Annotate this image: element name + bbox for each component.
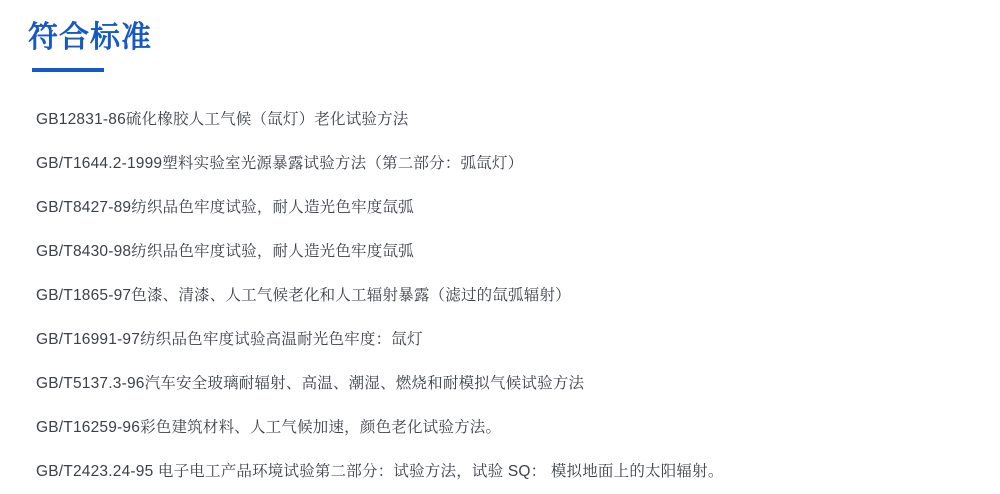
list-item: GB/T16259-96彩色建筑材料、人工气候加速，颜色老化试验方法。 bbox=[36, 419, 502, 436]
page-title: 符合标准 bbox=[28, 21, 152, 54]
title-underline bbox=[32, 68, 104, 72]
list-item: GB/T1865-97色漆、清漆、人工气候老化和人工辐射暴露（滤过的氙弧辐射） bbox=[36, 287, 571, 304]
list-item: GB/T8430-98纺织品色牢度试验，耐人造光色牢度氙弧 bbox=[36, 243, 414, 260]
list-item: GB12831-86硫化橡胶人工气候（氙灯）老化试验方法 bbox=[36, 111, 409, 128]
standards-list bbox=[0, 98, 1000, 494]
list-item: GB/T5137.3-96汽车安全玻璃耐辐射、高温、潮湿、燃烧和耐模拟气候试验方法 bbox=[36, 375, 585, 392]
list-item: GB/T2423.24-95 电子电工产品环境试验第二部分：试验方法，试验 SQ： 模拟地面上的太阳辐射。 bbox=[36, 463, 724, 480]
list-item: GB/T8427-89纺织品色牢度试验，耐人造光色牢度氙弧 bbox=[36, 199, 414, 216]
list-item: GB/T1644.2-1999塑料实验室光源暴露试验方法（第二部分：弧氙灯） bbox=[36, 155, 524, 172]
list-item: GB/T16991-97纺织品色牢度试验高温耐光色牢度：氙灯 bbox=[36, 331, 423, 348]
title-block bbox=[0, 0, 1000, 72]
